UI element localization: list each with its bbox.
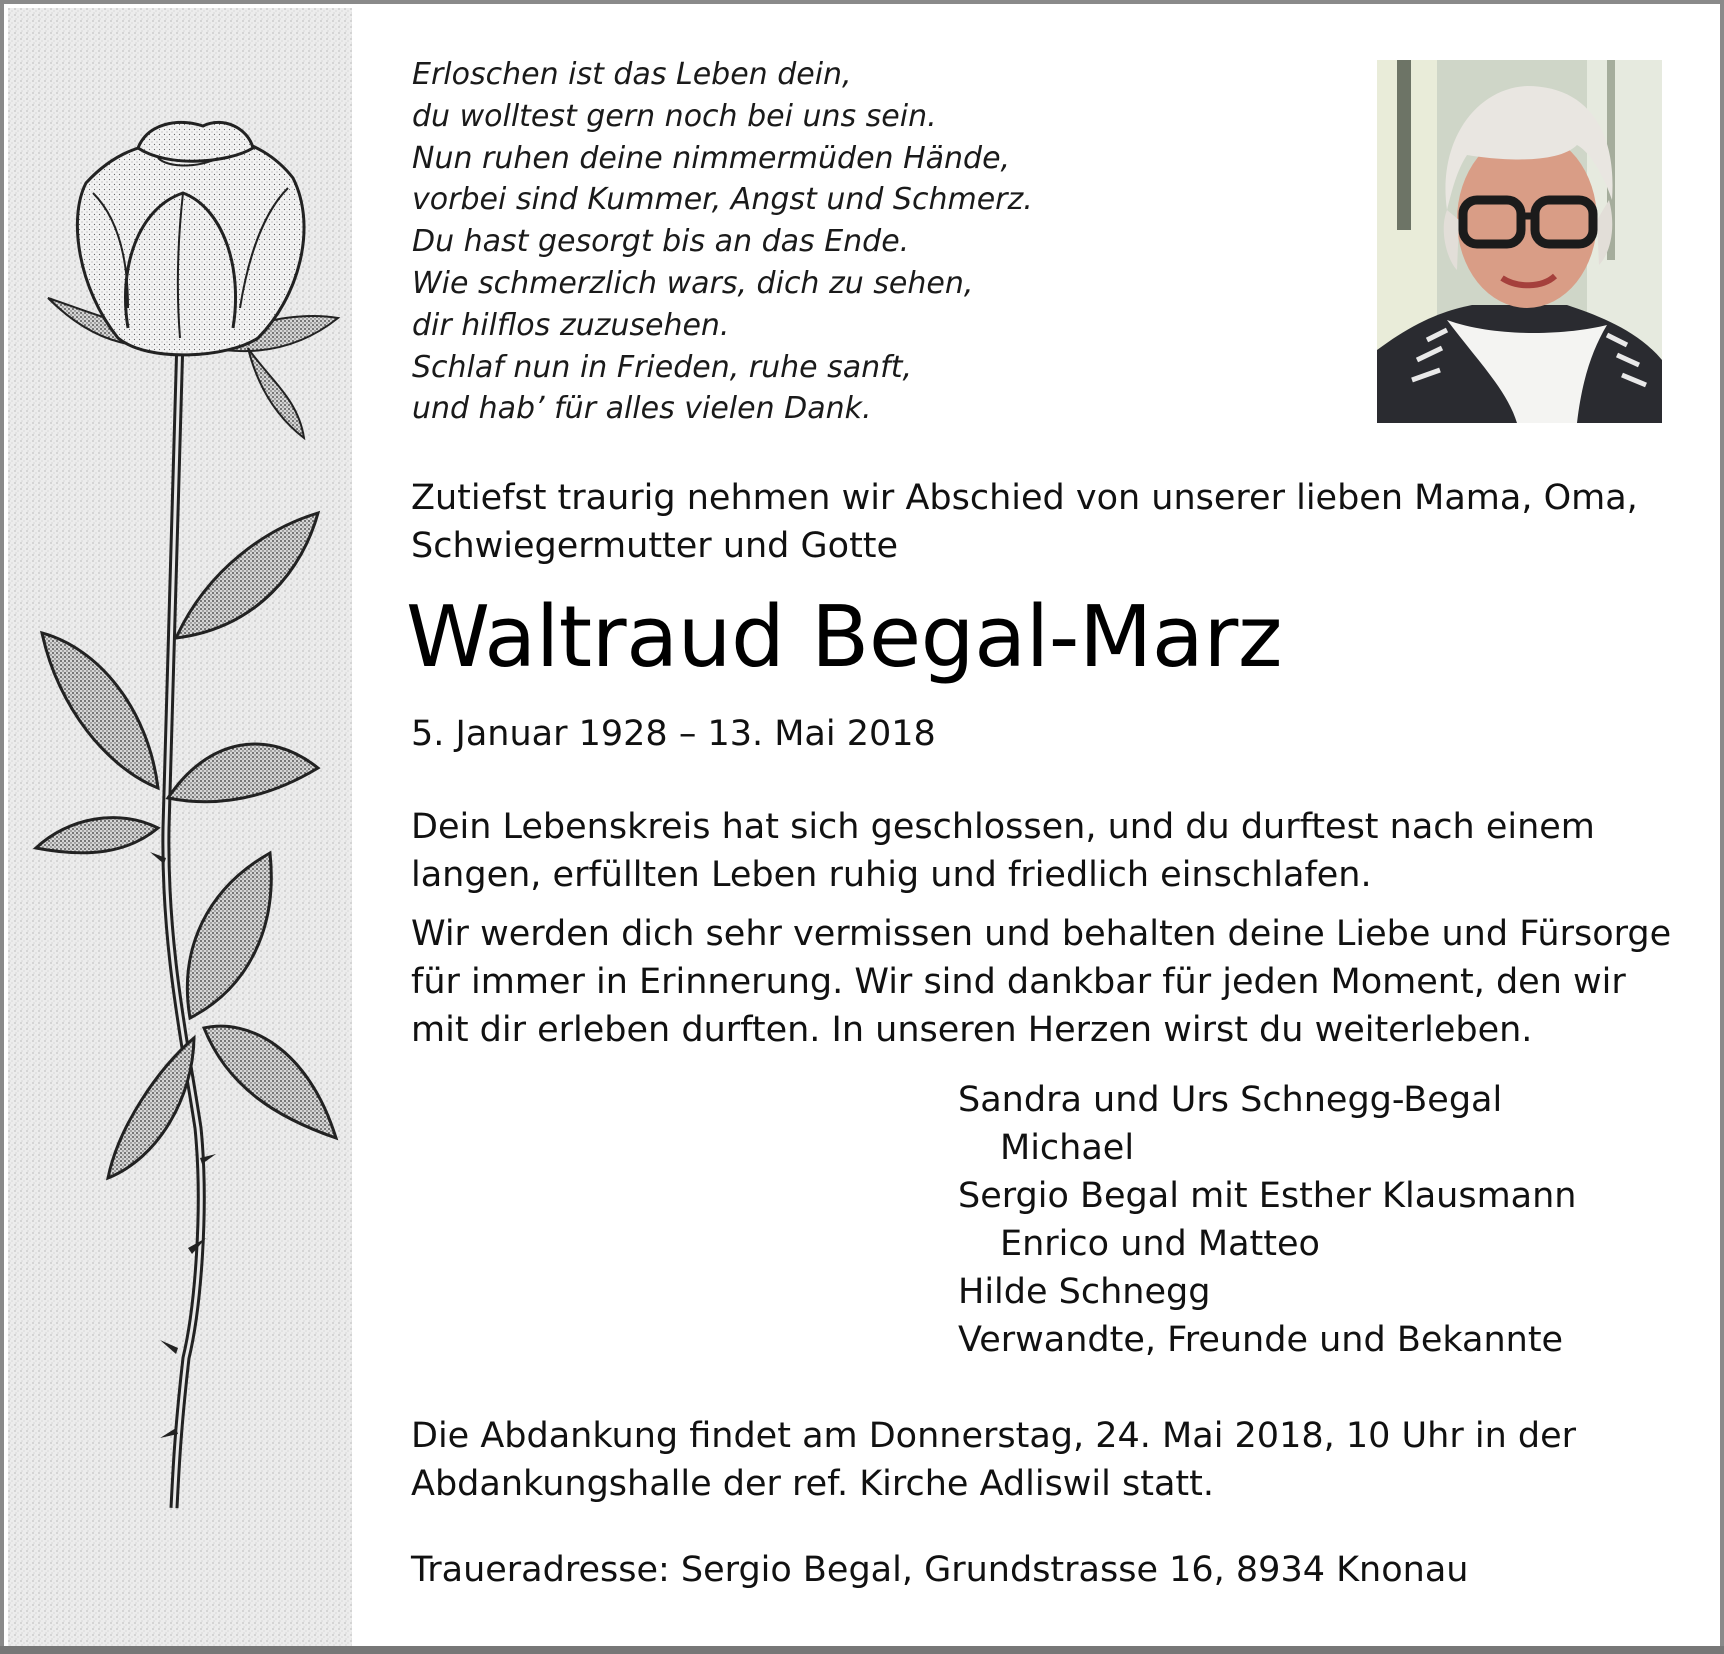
poem-line: dir hilflos zuzusehen.	[412, 307, 730, 343]
intro-line: Zutiefst traurig nehmen wir Abschied von unserer lieben Mama, Oma,	[411, 478, 1638, 518]
poem-line: und hab’ für alles vielen Dank.	[412, 391, 872, 427]
poem-line: vorbei sind Kummer, Angst und Schmerz.	[412, 182, 1033, 218]
ceremony-info	[411, 1412, 1661, 1508]
poem-line: Nun ruhen deine nimmermüden Hände,	[412, 140, 1011, 176]
ceremony-line: Die Abdankung findet am Donnerstag, 24. Mai 2018, 10 Uhr in der	[411, 1416, 1577, 1456]
memorial-poem	[412, 54, 1312, 430]
portrait-image	[1377, 60, 1662, 423]
message-line: Dein Lebenskreis hat sich geschlossen, und du durftest nach einem	[411, 807, 1595, 847]
poem-line: Wie schmerzlich wars, dich zu sehen,	[412, 265, 974, 301]
message-line: langen, erfüllten Leben ruhig und friedlich einschlafen.	[411, 855, 1372, 895]
mourner-entry: Enrico und Matteo	[1000, 1224, 1320, 1264]
deceased-name: Waltraud Begal-Marz	[406, 588, 1282, 687]
mourner-entry: Michael	[1000, 1128, 1135, 1168]
portrait-photo	[1377, 60, 1662, 423]
rose-icon	[8, 8, 352, 1650]
frame-divider	[0, 1646, 1724, 1654]
poem-line: du wolltest gern noch bei uns sein.	[412, 98, 937, 134]
mourners-list	[958, 1076, 1658, 1364]
message-line: Wir werden dich sehr vermissen und behalten deine Liebe und Fürsorge	[411, 914, 1672, 954]
intro-text	[411, 474, 1661, 570]
message-line: für immer in Erinnerung. Wir sind dankbar für jeden Moment, den wir	[411, 962, 1626, 1002]
poem-line: Du hast gesorgt bis an das Ende.	[412, 224, 910, 260]
message-paragraph-2	[411, 910, 1672, 1054]
message-line: mit dir erleben durften. In unseren Herzen wirst du weiterleben.	[411, 1010, 1533, 1050]
mourner-entry: Hilde Schnegg	[958, 1272, 1211, 1312]
poem-line: Schlaf nun in Frieden, ruhe sanft,	[412, 349, 913, 385]
life-dates: 5. Januar 1928 – 13. Mai 2018	[411, 714, 936, 754]
mourning-address: Traueradresse: Sergio Begal, Grundstrasse 16, 8934 Knonau	[411, 1550, 1469, 1590]
message-paragraph-1	[411, 803, 1661, 899]
rose-illustration	[8, 8, 352, 1650]
poem-line: Erloschen ist das Leben dein,	[412, 57, 852, 92]
mourner-entry: Verwandte, Freunde und Bekannte	[958, 1320, 1564, 1360]
mourner-entry: Sergio Begal mit Esther Klausmann	[958, 1176, 1577, 1216]
ceremony-line: Abdankungshalle der ref. Kirche Adliswil statt.	[411, 1464, 1214, 1504]
intro-line: Schwiegermutter und Gotte	[411, 526, 899, 566]
mourner-entry: Sandra und Urs Schnegg-Begal	[958, 1080, 1503, 1120]
